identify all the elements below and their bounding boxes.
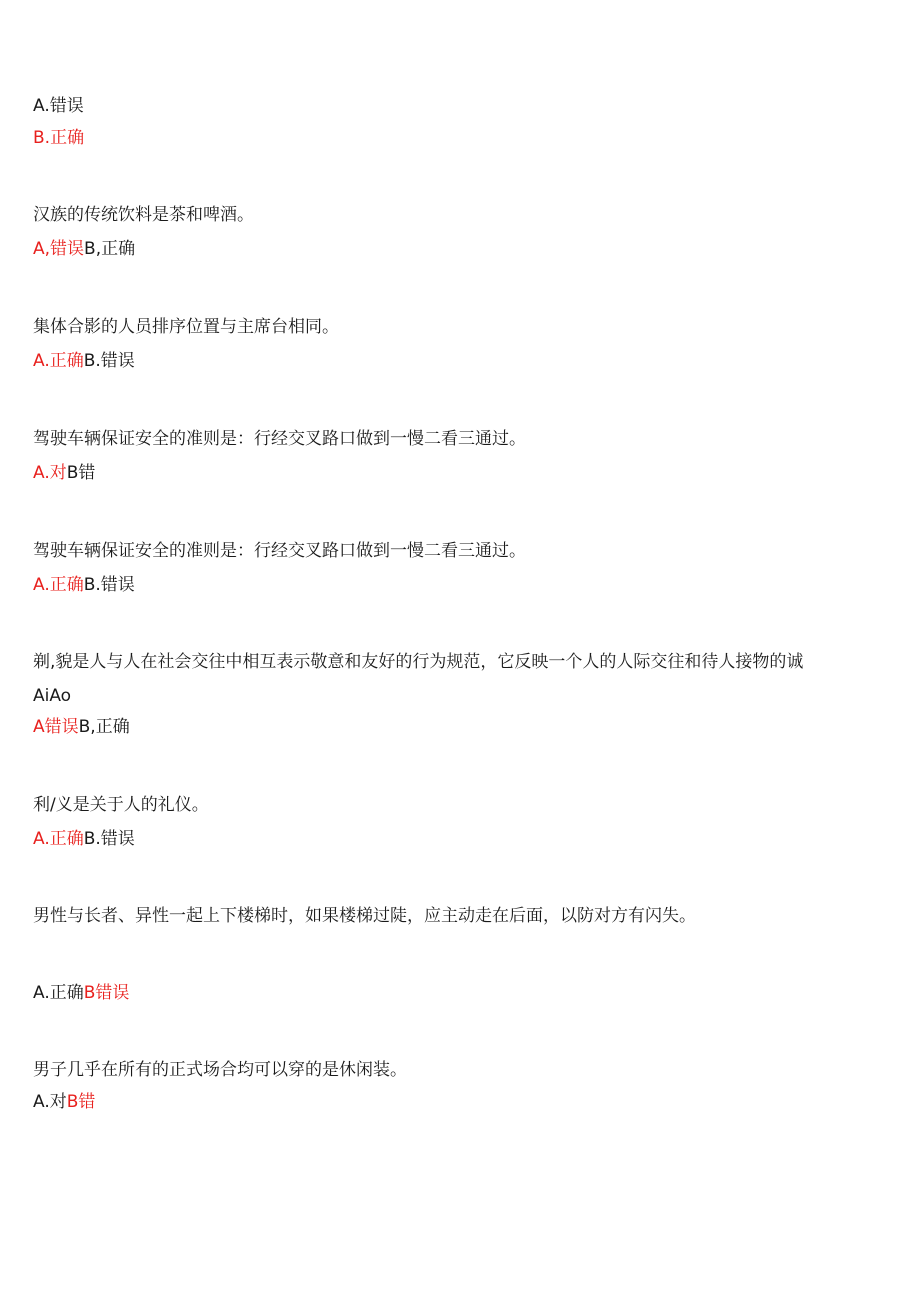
- option-a-selected: A错误: [33, 717, 79, 737]
- option-b: B.错误: [83, 829, 135, 849]
- option-b: B错: [66, 463, 96, 483]
- question-text: [33, 428, 526, 450]
- option-line: [33, 127, 84, 149]
- option-b-selected: B错: [66, 1092, 96, 1112]
- question-2: 汉族的传统饮料是茶和啤酒。: [33, 205, 254, 225]
- question-7: 利/义是关于人的礼仪。: [33, 795, 209, 815]
- question-text: [33, 794, 209, 816]
- options-line: [33, 462, 95, 484]
- options-line: [33, 828, 135, 850]
- options-line: [33, 716, 130, 738]
- option-a-selected: A,错误: [33, 239, 85, 259]
- question-text: [33, 204, 254, 226]
- option-b: B.错误: [83, 575, 135, 595]
- question-text: [33, 316, 339, 338]
- option-a: A.正确: [33, 983, 84, 1003]
- option-a: A.错误: [33, 96, 84, 116]
- question-6-continued: AiAo: [33, 686, 72, 706]
- options-line: [33, 982, 129, 1004]
- question-3: 集体合影的人员排序位置与主席台相同。: [33, 317, 339, 337]
- question-text: [33, 905, 696, 927]
- option-a-selected: A.正确: [33, 351, 84, 371]
- option-a-selected: A.正确: [33, 575, 84, 595]
- options-line: [33, 574, 135, 596]
- question-6: 剃,貌是人与人在社会交往中相互表示敬意和友好的行为规范，它反映一个人的人际交往和待人接物的诚: [33, 652, 804, 672]
- options-line: [33, 238, 135, 260]
- options-line: [33, 350, 135, 372]
- question-text: [33, 1059, 407, 1081]
- option-a: A.对: [33, 1092, 67, 1112]
- question-4: 驾驶车辆保证安全的准则是：行经交叉路口做到一慢二看三通过。: [33, 429, 526, 449]
- option-line: [33, 95, 84, 117]
- option-b: B.错误: [83, 351, 135, 371]
- question-text-continued: [33, 685, 71, 707]
- option-b-selected: B错误: [83, 983, 130, 1003]
- question-9: 男子几乎在所有的正式场合均可以穿的是休闲装。: [33, 1060, 407, 1080]
- question-text: [33, 540, 526, 562]
- option-b-selected: B.正确: [33, 128, 85, 148]
- question-5: 驾驶车辆保证安全的准则是：行经交叉路口做到一慢二看三通过。: [33, 541, 526, 561]
- option-b: B,正确: [84, 239, 136, 259]
- option-b: B,正确: [78, 717, 130, 737]
- question-8: 男性与长者、异性一起上下楼梯时，如果楼梯过陡，应主动走在后面，以防对方有闪失。: [33, 906, 696, 926]
- option-a-selected: A.正确: [33, 829, 84, 849]
- question-text: [33, 651, 803, 673]
- options-line: [33, 1091, 95, 1113]
- option-a-selected: A.对: [33, 463, 67, 483]
